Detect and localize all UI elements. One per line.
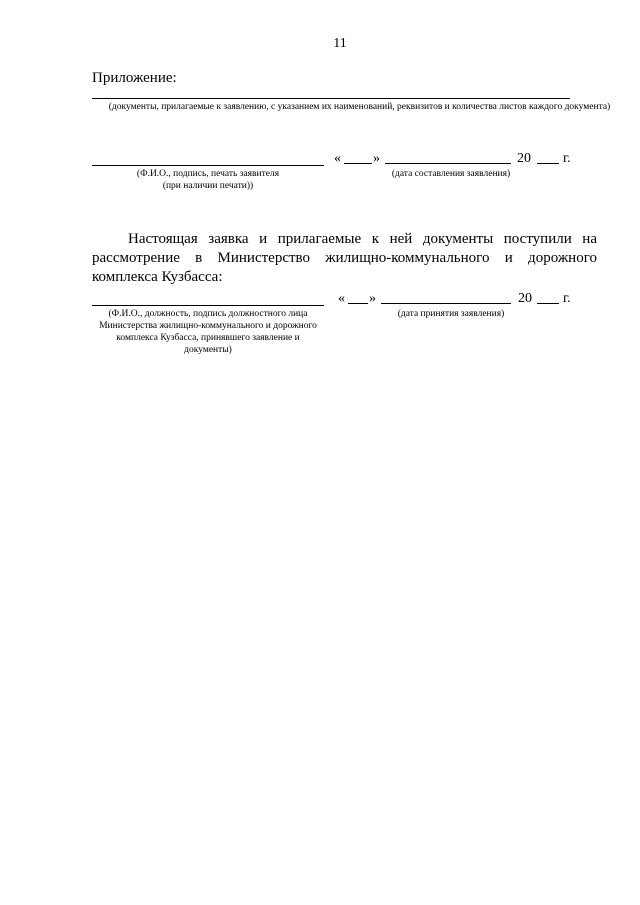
date-month-blank (381, 303, 511, 304)
date-open-quote: « (338, 291, 345, 306)
date-day-blank (344, 163, 372, 164)
documents-blank-line (92, 98, 570, 99)
date-month-blank (385, 163, 511, 164)
applicant-date-field (334, 149, 574, 167)
date-close-quote: » (369, 291, 376, 306)
date-year-prefix: 20 (518, 291, 532, 306)
applicant-signature-line (92, 165, 324, 166)
date-year-suffix: г. (563, 151, 571, 166)
statement-paragraph: Настоящая заявка и прилагаемые к ней документы поступили на рассмотрение в Министерство жилищно-коммунального и дорожного комплекса Кузбасса: (92, 231, 597, 285)
date-year-suffix: г. (563, 291, 571, 306)
date-close-quote: » (373, 151, 380, 166)
applicant-date-caption: (дата составления заявления) (391, 169, 511, 179)
official-signature-line (92, 305, 324, 306)
date-year-blank (537, 303, 559, 304)
documents-caption: (документы, прилагаемые к заявлению, с указанием их наименований, реквизитов и количества листов каждого документа) (108, 102, 611, 112)
applicant-signature-caption-line1: (Ф.И.О., подпись, печать заявителя (136, 169, 280, 179)
official-signature-caption: (Ф.И.О., должность, подпись должностного лица Министерства жилищно-коммунального и дорожного комплекса Кузбасса, принявшего заявление и документы) (99, 309, 317, 355)
official-date-field (334, 289, 574, 307)
date-open-quote: « (334, 151, 341, 166)
date-day-blank (348, 303, 368, 304)
page-number: 11 (333, 36, 347, 51)
date-year-blank (537, 163, 559, 164)
official-date-caption: (дата принятия заявления) (397, 309, 505, 319)
appendix-label: Приложение: (92, 70, 177, 86)
applicant-signature-caption (92, 168, 324, 192)
date-year-prefix: 20 (517, 151, 531, 166)
applicant-signature-caption-line2: (при наличии печати)) (162, 181, 254, 191)
